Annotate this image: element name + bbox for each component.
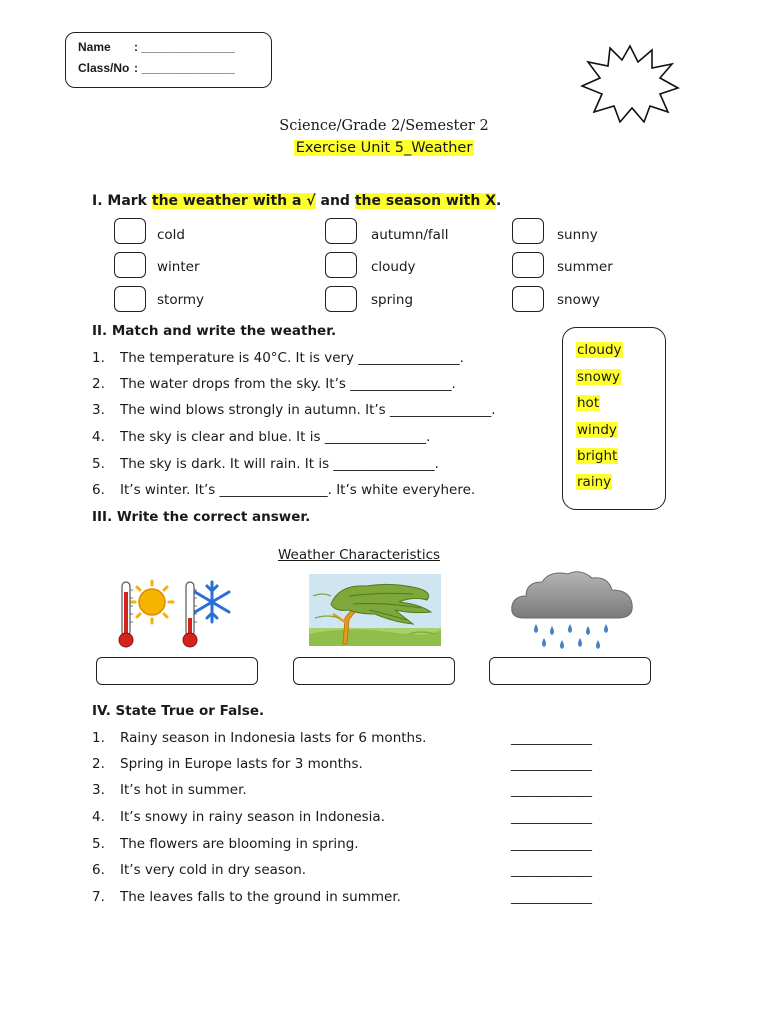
match-item: 2. The water drops from the sky. It’s _______________. (92, 376, 456, 392)
student-info-box (65, 32, 272, 88)
word-cloudy: cloudy (577, 342, 622, 358)
match-item: 6. It’s winter. It’s ________________. It’s white everyhere. (92, 482, 476, 498)
label-summer: summer (557, 259, 613, 275)
true-false-item: 6. It’s very cold in dry season. (92, 862, 307, 878)
answer-blank[interactable]: ____________ (511, 756, 592, 772)
match-item: 1. The temperature is 40°C. It is very _______________. (92, 350, 464, 366)
name-label: Name (78, 40, 111, 54)
season-instruction: the season with X (354, 193, 496, 209)
word-bright: bright (577, 448, 618, 464)
match-item: 5. The sky is dark. It will rain. It is _______________. (92, 456, 439, 472)
word-windy: windy (577, 422, 617, 438)
hot-cold-thermometers-icon (108, 576, 234, 652)
name-row (78, 40, 235, 54)
true-false-item: 4. It’s snowy in rainy season in Indonesia. (92, 809, 385, 825)
match-item: 3. The wind blows strongly in autumn. It’s _______________. (92, 402, 496, 418)
label-stormy: stormy (157, 292, 205, 308)
answer-blank[interactable]: ____________ (511, 836, 592, 852)
checkbox-summer[interactable] (512, 252, 544, 278)
answer-blank[interactable]: ____________ (511, 782, 592, 798)
label-autumn-fall: autumn/fall (371, 227, 449, 243)
section-4-heading: IV. State True or False. (92, 703, 265, 719)
answer-blank[interactable]: ____________ (511, 889, 592, 905)
checkbox-sunny[interactable] (512, 218, 544, 244)
word-snowy: snowy (577, 369, 620, 385)
answer-blank[interactable]: ____________ (511, 809, 592, 825)
section-2-heading: II. Match and write the weather. (92, 323, 337, 339)
answer-blank[interactable]: ____________ (511, 730, 592, 746)
answer-box-2[interactable] (293, 657, 455, 685)
name-field[interactable]: : ______________ (134, 40, 235, 54)
checkbox-stormy[interactable] (114, 286, 146, 312)
windy-tree-icon (309, 574, 441, 646)
checkbox-autumn-fall[interactable] (325, 218, 357, 244)
label-spring: spring (371, 292, 414, 308)
checkbox-snowy[interactable] (512, 286, 544, 312)
label-cold: cold (157, 227, 186, 243)
word-hot: hot (577, 395, 600, 411)
page-title: Science/Grade 2/Semester 2 (279, 118, 489, 134)
answer-box-3[interactable] (489, 657, 651, 685)
section-3-heading: III. Write the correct answer. (92, 509, 311, 525)
label-sunny: sunny (557, 227, 598, 243)
checkbox-cloudy[interactable] (325, 252, 357, 278)
checkbox-winter[interactable] (114, 252, 146, 278)
class-label: Class/No (78, 61, 130, 75)
match-item: 4. The sky is clear and blue. It is _______________. (92, 429, 431, 445)
checkbox-cold[interactable] (114, 218, 146, 244)
class-row (78, 61, 235, 75)
true-false-item: 5. The flowers are blooming in spring. (92, 836, 359, 852)
true-false-item: 2. Spring in Europe lasts for 3 months. (92, 756, 363, 772)
true-false-item: 3. It’s hot in summer. (92, 782, 247, 798)
checkbox-spring[interactable] (325, 286, 357, 312)
exercise-title: Exercise Unit 5_Weather (295, 140, 473, 156)
true-false-item: 1. Rainy season in Indonesia lasts for 6 months. (92, 730, 427, 746)
label-winter: winter (157, 259, 200, 275)
weather-instruction: the weather with a √ (151, 193, 316, 209)
weather-characteristics-title: Weather Characteristics (277, 547, 441, 563)
class-field[interactable]: : ______________ (134, 61, 235, 75)
answer-blank[interactable]: ____________ (511, 862, 592, 878)
true-false-item: 7. The leaves falls to the ground in summer. (92, 889, 401, 905)
rain-cloud-icon (510, 568, 634, 656)
section-1-heading: I. Mark the weather with a √ and the season with X. (92, 193, 502, 209)
word-rainy: rainy (577, 474, 612, 490)
label-snowy: snowy (557, 292, 600, 308)
label-cloudy: cloudy (371, 259, 416, 275)
score-starburst-icon (580, 44, 680, 124)
answer-box-1[interactable] (96, 657, 258, 685)
page-subtitle (0, 140, 768, 156)
